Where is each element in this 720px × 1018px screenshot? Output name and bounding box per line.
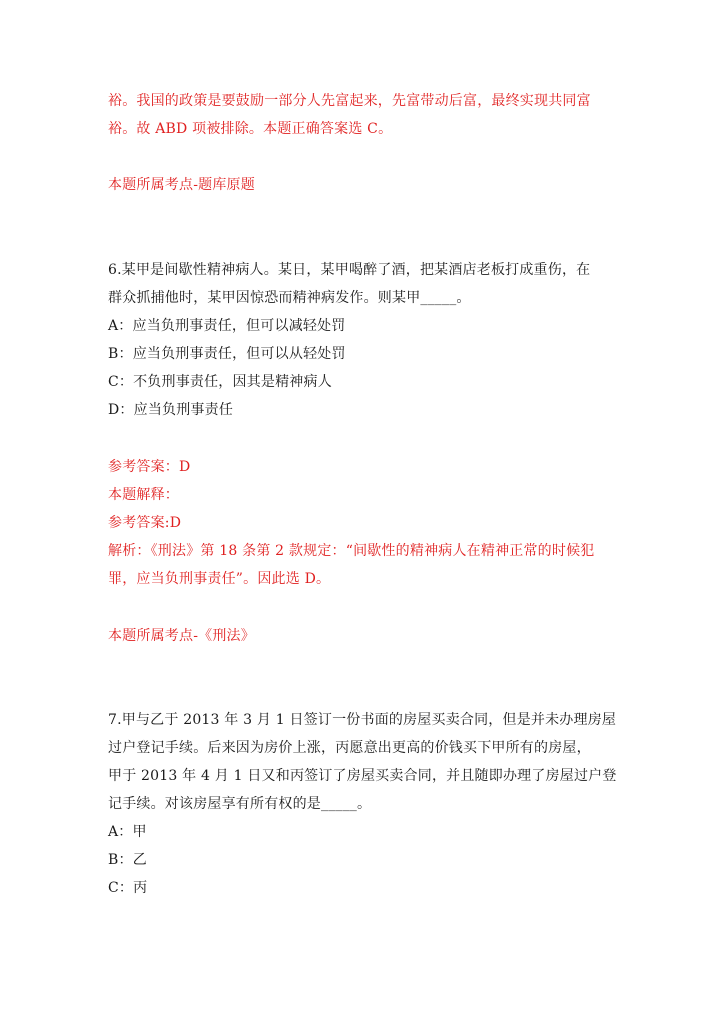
q6-topic: 本题所属考点-《刑法》: [108, 628, 255, 644]
q6-answer: 参考答案：D: [108, 459, 191, 475]
q6-answer-2: 参考答案:D: [108, 515, 182, 531]
q6-analysis-line-1: 解析：《刑法》第 18 条第 2 款规定：“间歇性的精神病人在精神正常的时候犯: [108, 543, 595, 559]
q7-stem-line-3: 甲于 2013 年 4 月 1 日又和丙签订了房屋买卖合同，并且随即办理了房屋过户登: [108, 768, 617, 784]
q6-stem-line-2: 群众抓捕他时，某甲因惊恐而精神病发作。则某甲_____。: [108, 290, 471, 306]
prev-explanation-line-1: 裕。我国的政策是要鼓励一部分人先富起来，先富带动后富，最终实现共同富: [108, 93, 591, 109]
q6-option-b: B：应当负刑事责任，但可以从轻处罚: [108, 346, 346, 362]
q6-stem-line-1: 6.某甲是间歇性精神病人。某日，某甲喝醉了酒，把某酒店老板打成重伤，在: [108, 262, 591, 278]
prev-topic: 本题所属考点-题库原题: [108, 177, 255, 193]
q6-option-d: D：应当负刑事责任: [108, 402, 234, 418]
q7-option-b: B：乙: [108, 852, 147, 868]
q7-stem-line-1: 7.甲与乙于 2013 年 3 月 1 日签订一份书面的房屋买卖合同，但是并未办理房屋: [108, 712, 617, 728]
q6-analysis-line-2: 罪，应当负刑事责任”。因此选 D。: [108, 571, 331, 587]
q6-option-c: C：不负刑事责任，因其是精神病人: [108, 374, 332, 390]
q6-option-a: A：应当负刑事责任，但可以减轻处罚: [108, 318, 346, 334]
q7-option-c: C：丙: [108, 880, 148, 896]
q7-stem-line-2: 过户登记手续。后来因为房价上涨，丙愿意出更高的价钱买下甲所有的房屋，: [108, 740, 591, 756]
q7-option-a: A：甲: [108, 824, 147, 840]
q6-explain-heading: 本题解释：: [108, 487, 179, 503]
prev-explanation-line-2: 裕。故 ABD 项被排除。本题正确答案选 C。: [108, 121, 393, 137]
q7-stem-line-4: 记手续。对该房屋享有所有权的是_____。: [108, 796, 372, 812]
